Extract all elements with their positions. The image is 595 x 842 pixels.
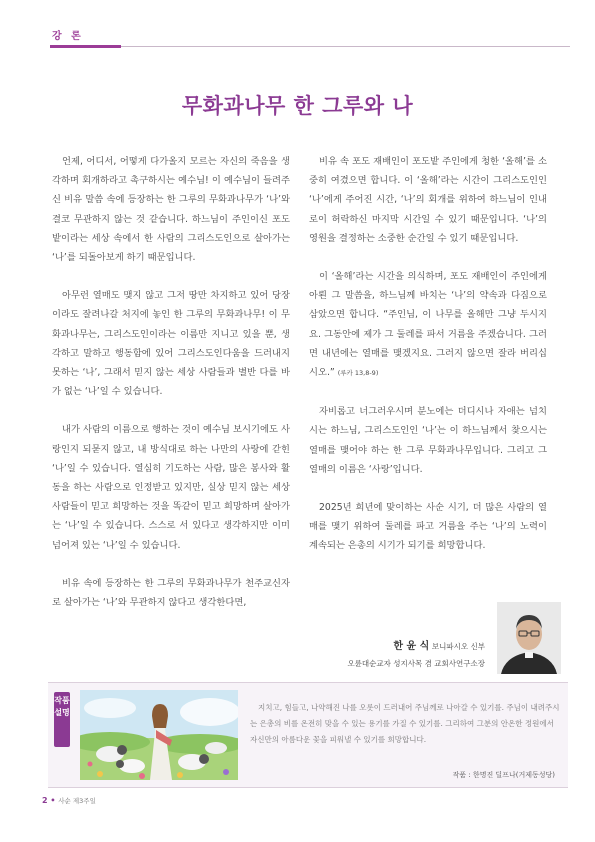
- artwork-description: 지치고, 힘들고, 나약해진 나를 오롯이 드러내어 주님께로 나아갈 수 있기를. 주님이 내려주시는 은총의 비를 온전히 맞을 수 있는 용기를 가질 수 있기를. 그리하여 그분의 안온한 정원에서 자신만의 아름다운 꽃을 피워낼 수 있기를 희망합니다.: [250, 703, 560, 744]
- page-number: 2: [42, 796, 48, 805]
- paragraph-text: 이 ‘올해’라는 시간을 의식하며, 포도 재배인이 주인에게 아뢴 그 말씀을, 하느님께 바치는 ‘나’의 약속과 다짐으로 삼았으면 합니다. “주인님, 이 나무를 올해만 그냥 두시지요. 그동안에 제가 그 둘레를 파서 거름을 주겠습니다. 그러면 내년에는 열매를 맺겠지요. 그러지 않으면 잘라 버리십시오.”: [309, 271, 547, 379]
- author-info: [347, 638, 485, 672]
- top-rule: [50, 46, 570, 47]
- paragraph: 자비롭고 너그러우시며 분노에는 더디시나 자애는 넘치시는 하느님, 그리스도인인 ‘나’는 이 하느님께서 찾으시는 열매를 맺어야 하는 한 그루 무화과나무입니다. 그리고 그 열매의 이름은 ‘사랑’입니다.: [309, 406, 547, 475]
- author-photo: [497, 602, 561, 674]
- paragraph: 비유 속에 등장하는 한 그루의 무화과나무가 천주교신자로 살아가는 ‘나’와 무관하지 않다고 생각한다면,: [52, 577, 290, 609]
- artwork-label: 작품 설명: [54, 692, 70, 747]
- right-column: [309, 152, 547, 575]
- page-footer: 2 • 사순 제3주일: [42, 796, 96, 805]
- left-column: [52, 152, 290, 631]
- section-underline: [50, 45, 121, 48]
- page-title: 무화과나무 한 그루와 나: [181, 94, 414, 118]
- paragraph: 내가 사람의 이름으로 행하는 것이 예수님 보시기에도 사랑인지 되묻지 않고, 내 방식대로 하는 나만의 사랑에 갇힌 ‘나’일 수 있습니다. 열심히 기도하는 사람, 많은 봉사와 활동을 하는 사람으로 인정받고 있지만, 실상 믿지 않는 세상 사람들이 믿고 희망하는 것을 똑같이 믿고 희망하며 살아가는 ‘나’일 수 있습니다. 스스로 서 있다고 생각하지만 이미 넘어져 있는 ‘나’일 수 있습니다.: [52, 424, 290, 551]
- artwork-credit: 작품 : 한명진 딜프나(거제동성당): [452, 771, 555, 779]
- artwork-image: [80, 690, 238, 780]
- scripture-reference: (루카 13,8-9): [337, 369, 379, 378]
- paragraph: 2025년 희년에 맞이하는 사순 시기, 더 많은 사람의 열매를 맺기 위하여 둘레를 파고 거름을 주는 ‘나’의 노력이 계속되는 은총의 시기가 되기를 희망합니다.: [309, 502, 547, 552]
- paragraph: 아무런 열매도 맺지 않고 그저 땅만 차지하고 있어 당장이라도 잘려나갈 처지에 놓인 한 그루의 무화과나무! 이 무화과나무는, 그리스도인이라는 이름만 지니고 있을 뿐, 생각하고 말하고 행동함에 있어 그리스도인다움을 드러내지 못하는 ‘나’, 그래서 믿지 않는 세상 사람들과 별반 다를 바가 없는 ‘나’일 수 있습니다.: [52, 290, 290, 398]
- paragraph: 비유 속 포도 재배인이 포도밭 주인에게 청한 ‘올해’를 소중히 여겼으면 합니다. 이 ‘올해’라는 시간이 그리스도인인 ‘나’에게 주어진 시간, ‘나’의 회개를 위하여 하느님이 인내로이 허락하신 마지막 시간일 수 있기 때문입니다. ‘나’의 영원을 결정하는 소중한 순간일 수 있기 때문입니다.: [309, 156, 547, 244]
- paragraph: 언제, 어디서, 어떻게 다가올지 모르는 자신의 죽음을 생각하며 회개하라고 촉구하시는 예수님! 이 예수님이 들려주신 비유 말씀 속에 등장하는 한 그루의 무화과나무가 ‘나’와 결코 무관하지 않는 것 같습니다. 하느님이 주인이신 포도밭이라는 세상 속에서 한 사람의 그리스도인으로 살아가는 ‘나’를 되돌아보게 하기 때문입니다.: [52, 156, 290, 264]
- author-baptismal: 보니파시오 신부: [431, 642, 485, 651]
- liturgical-week: 사순 제3주일: [58, 797, 96, 805]
- paragraph: [309, 267, 547, 383]
- section-tag: 강 론: [52, 31, 84, 42]
- author-position: 오륜대순교자 성지사목 겸 교회사연구소장: [347, 659, 485, 668]
- author-name: 한 윤 식: [393, 641, 430, 652]
